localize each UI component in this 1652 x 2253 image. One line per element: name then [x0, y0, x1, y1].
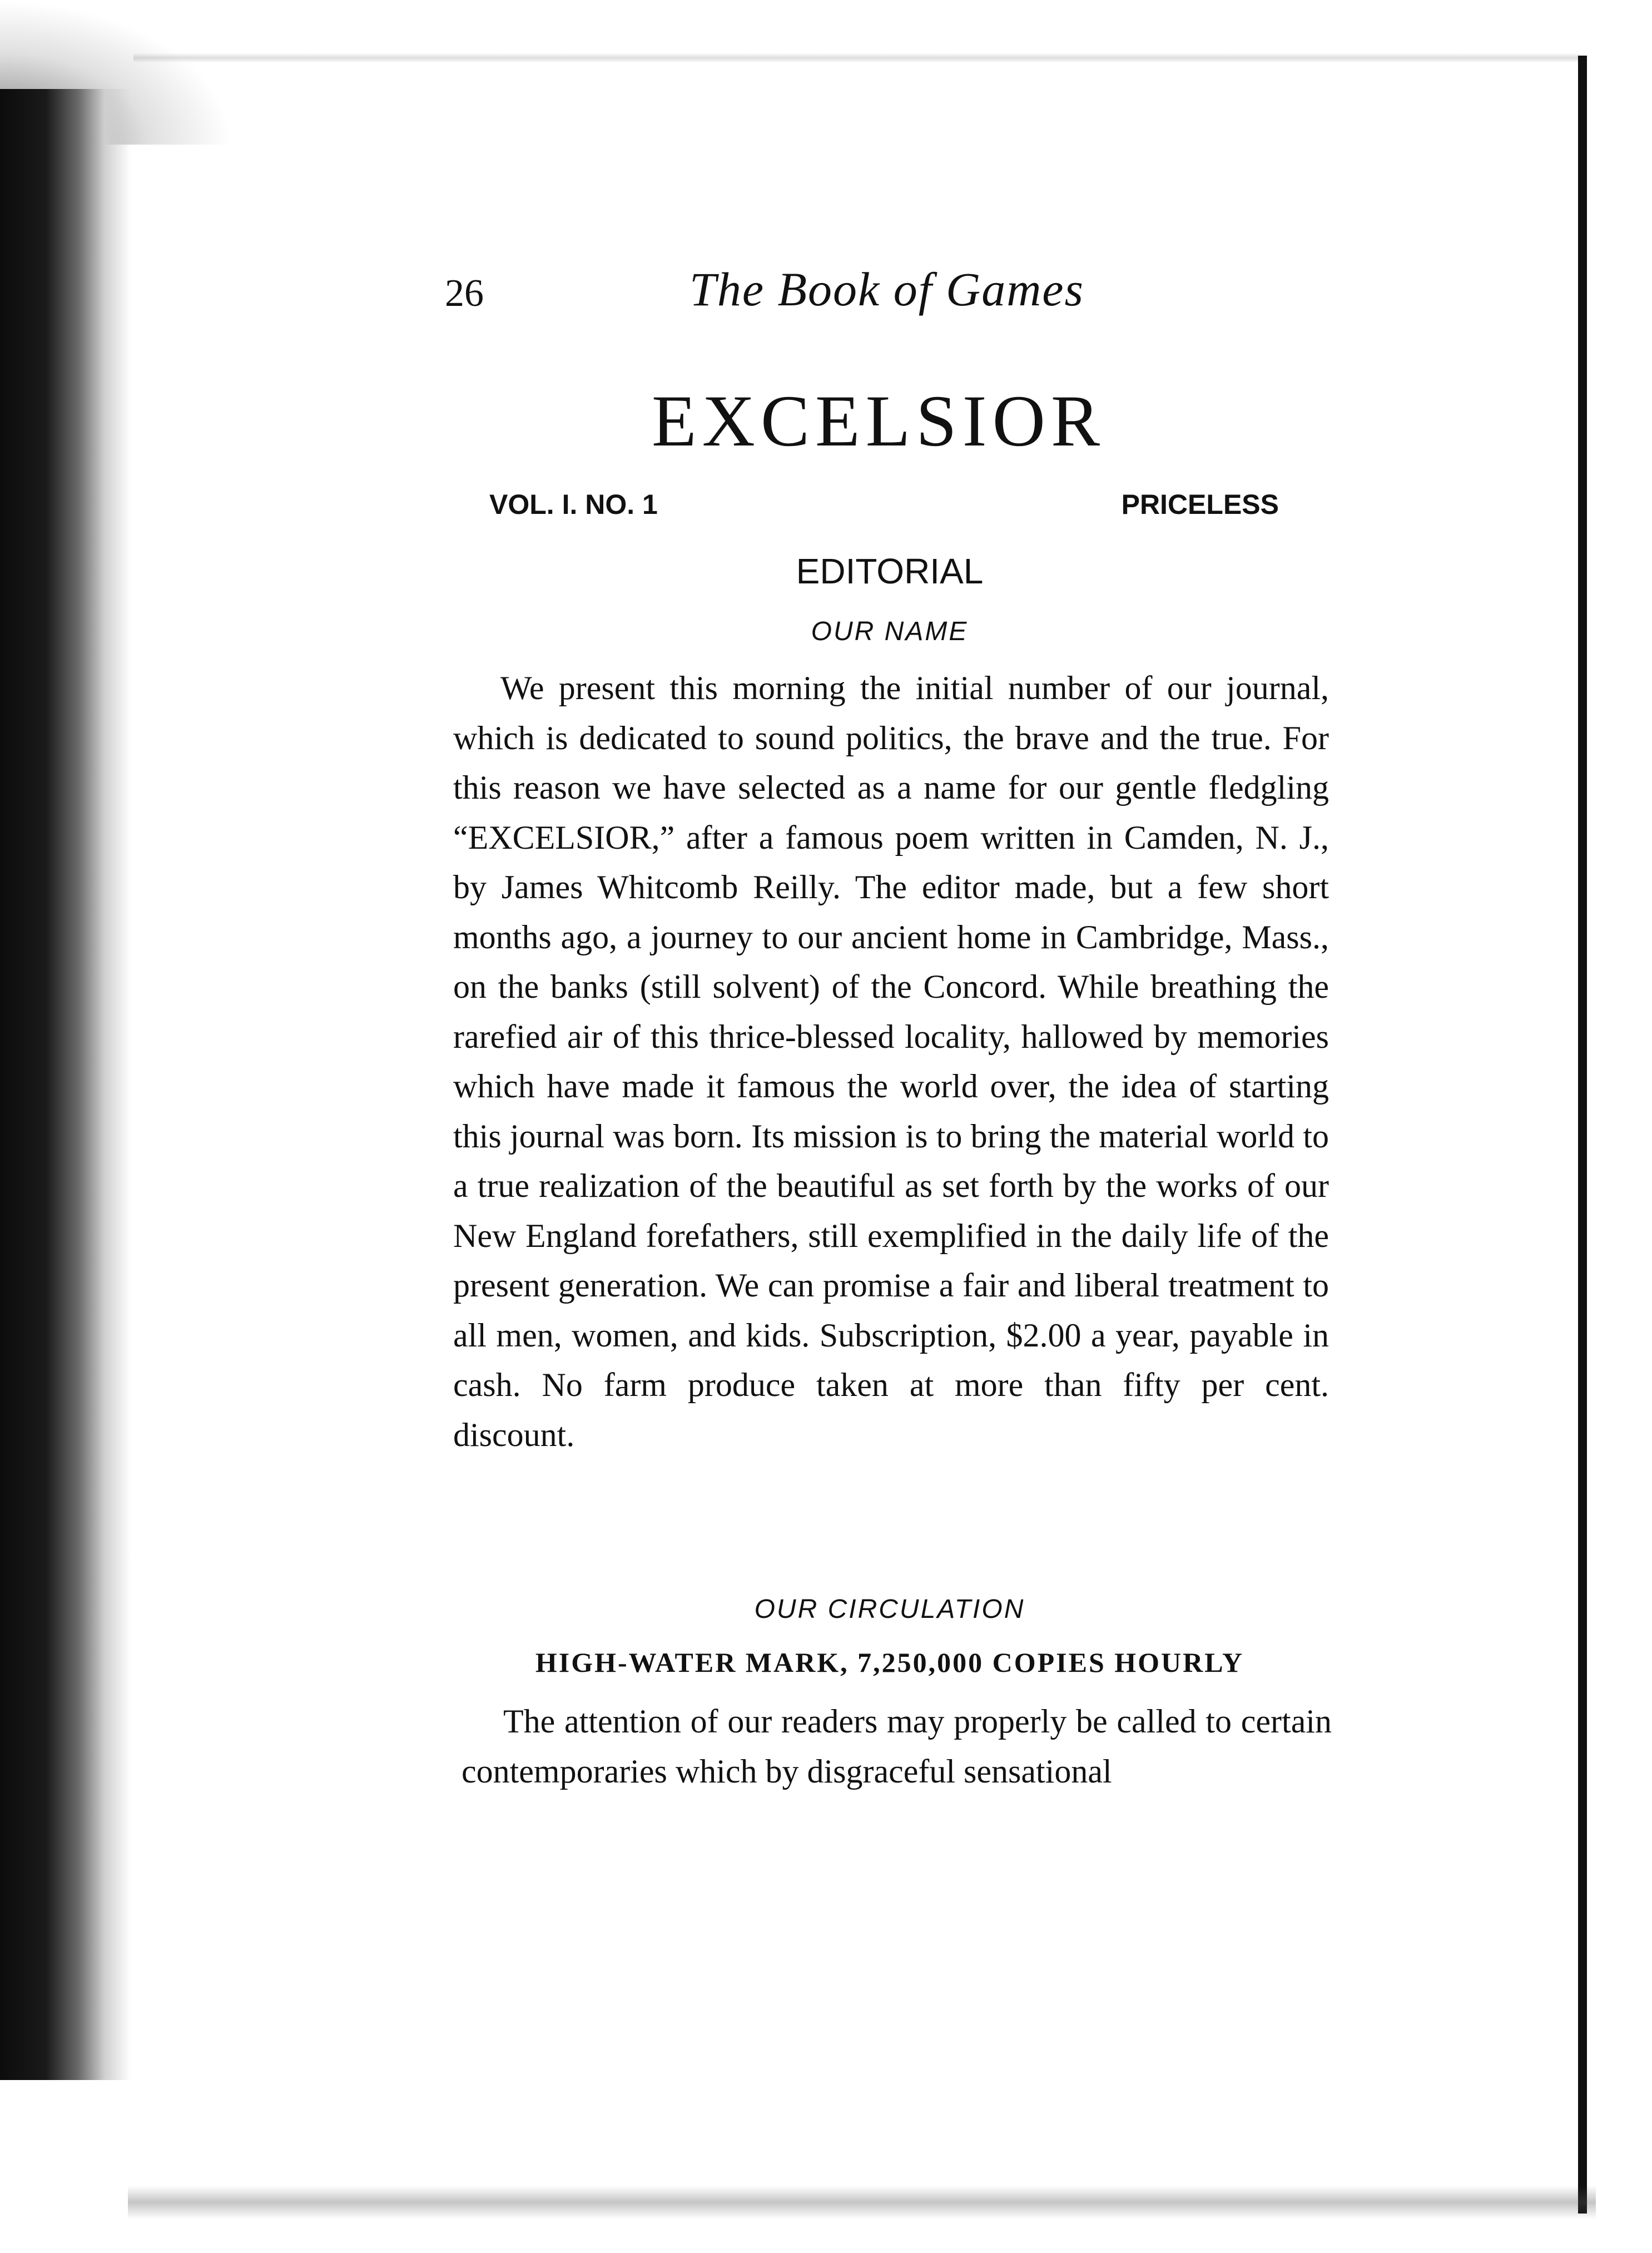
scan-bottom-edge: [128, 2186, 1596, 2219]
issue-line: [489, 488, 1279, 527]
issue-price: PRICELESS: [1121, 489, 1279, 520]
subheading-our-circulation: OUR CIRCULATION: [754, 1595, 1025, 1624]
running-title: The Book of Games: [689, 263, 1084, 316]
article-paragraph: We present this morning the initial number of our journal, which is dedicated to sound politics, the brave and the true. For this reason we have selected as a name for our gentle fledgling “EXCELSIOR,” after a famous poem written in Camden, N. J., by James Whitcomb Reilly. The editor made, but a few short months ago, a journey to our ancient home in Cambridge, Mass., on the banks (still solvent) of the Concord. While breathing the rarefied air of this thrice-blessed locality, hallowed by memories which have made it famous the world over, the idea of starting this journal was born. Its mission is to bring the material world to a true realization of the beautiful as set forth by the works of our New England forefathers, still exemplified in the daily life of the present generation. We can promise a fair and liberal treatment to all men, women, and kids. Subscription, $2.00 a year, payable in cash. No farm produce taken at more than fifty per cent. discount.: [453, 670, 1329, 1453]
page-number: 26: [445, 272, 484, 315]
masthead-title: EXCELSIOR: [652, 380, 1105, 462]
scan-top-edge: [133, 53, 1579, 63]
page-header: [445, 261, 1084, 323]
scan-gutter-shadow: [0, 89, 131, 2080]
article-paragraph-continued: The attention of our readers may properly be called to certain contemporaries which by disgraceful sensational: [462, 1703, 1332, 1790]
section-title: EDITORIAL: [796, 551, 984, 591]
issue-volume: VOL. I. NO. 1: [489, 489, 658, 520]
scan-right-edge: [1578, 56, 1587, 2214]
circulation-banner: HIGH-WATER MARK, 7,250,000 COPIES HOURLY: [535, 1647, 1244, 1678]
subheading-our-name: OUR NAME: [811, 617, 969, 646]
